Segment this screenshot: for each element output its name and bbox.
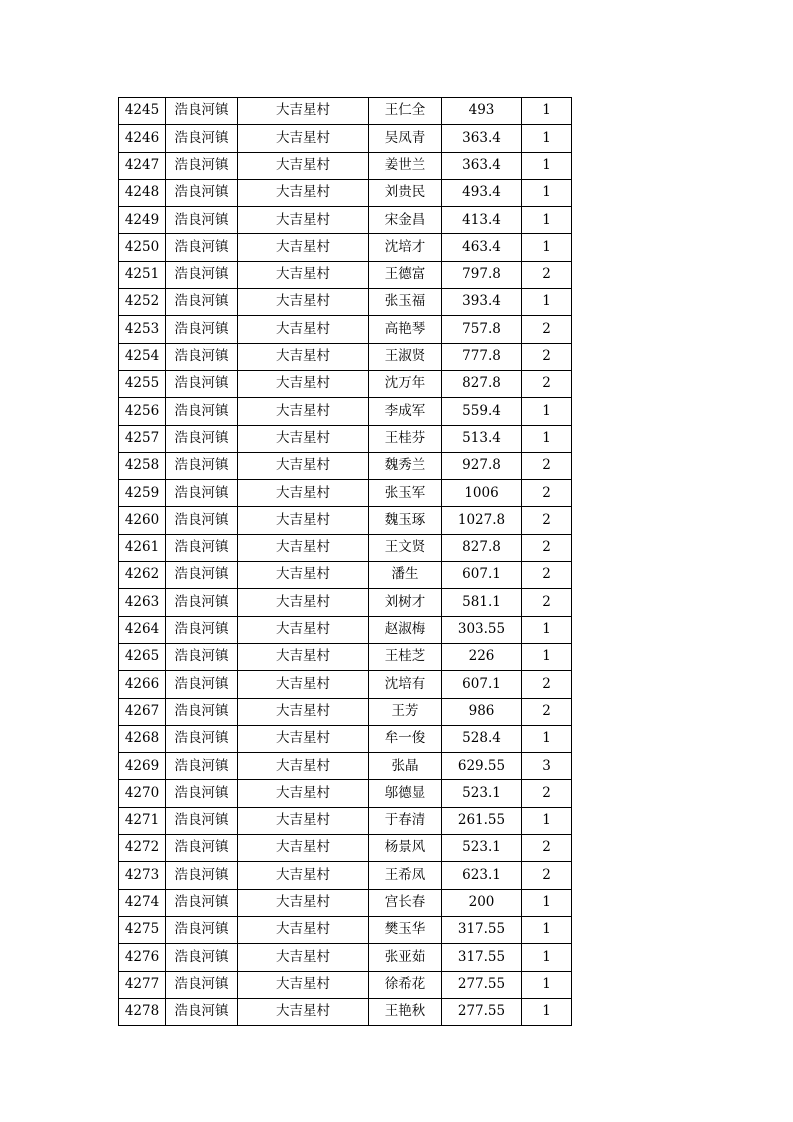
count-cell: 1 [522,125,572,152]
amount-cell: 607.1 [442,562,522,589]
village-cell: 大吉星村 [238,261,369,288]
amount-cell: 623.1 [442,862,522,889]
table-row [119,671,572,698]
row-number-cell: 4265 [119,643,166,670]
count-cell: 2 [522,862,572,889]
row-number-cell: 4254 [119,343,166,370]
table-row [119,698,572,725]
town-cell: 浩良河镇 [166,534,238,561]
count-cell: 2 [522,534,572,561]
village-cell: 大吉星村 [238,125,369,152]
table-row [119,343,572,370]
row-number-cell: 4269 [119,753,166,780]
amount-cell: 363.4 [442,125,522,152]
name-cell: 牟一俊 [369,725,442,752]
village-cell: 大吉星村 [238,589,369,616]
town-cell: 浩良河镇 [166,998,238,1025]
count-cell: 2 [522,507,572,534]
name-cell: 刘树才 [369,589,442,616]
town-cell: 浩良河镇 [166,944,238,971]
village-cell: 大吉星村 [238,889,369,916]
row-number-cell: 4268 [119,725,166,752]
name-cell: 刘贵民 [369,179,442,206]
count-cell: 2 [522,370,572,397]
table-body [119,98,572,1026]
row-number-cell: 4271 [119,807,166,834]
table-row [119,589,572,616]
table-row [119,807,572,834]
name-cell: 沈培才 [369,234,442,261]
table-row [119,234,572,261]
amount-cell: 363.4 [442,152,522,179]
table-row [119,125,572,152]
amount-cell: 513.4 [442,425,522,452]
town-cell: 浩良河镇 [166,780,238,807]
town-cell: 浩良河镇 [166,289,238,316]
town-cell: 浩良河镇 [166,562,238,589]
row-number-cell: 4264 [119,616,166,643]
village-cell: 大吉星村 [238,944,369,971]
village-cell: 大吉星村 [238,316,369,343]
count-cell: 1 [522,643,572,670]
row-number-cell: 4262 [119,562,166,589]
row-number-cell: 4273 [119,862,166,889]
table-row [119,862,572,889]
table-row [119,889,572,916]
table-row [119,289,572,316]
amount-cell: 463.4 [442,234,522,261]
village-cell: 大吉星村 [238,343,369,370]
village-cell: 大吉星村 [238,480,369,507]
town-cell: 浩良河镇 [166,507,238,534]
name-cell: 吴凤青 [369,125,442,152]
amount-cell: 581.1 [442,589,522,616]
town-cell: 浩良河镇 [166,152,238,179]
table-row [119,562,572,589]
count-cell: 1 [522,889,572,916]
count-cell: 1 [522,289,572,316]
data-table [118,97,572,1026]
name-cell: 潘生 [369,562,442,589]
row-number-cell: 4245 [119,98,166,125]
table-row [119,179,572,206]
amount-cell: 493.4 [442,179,522,206]
table-row [119,643,572,670]
count-cell: 2 [522,589,572,616]
row-number-cell: 4258 [119,452,166,479]
village-cell: 大吉星村 [238,98,369,125]
row-number-cell: 4277 [119,971,166,998]
name-cell: 张玉军 [369,480,442,507]
row-number-cell: 4248 [119,179,166,206]
amount-cell: 1027.8 [442,507,522,534]
table-row [119,452,572,479]
name-cell: 王艳秋 [369,998,442,1025]
row-number-cell: 4263 [119,589,166,616]
row-number-cell: 4267 [119,698,166,725]
row-number-cell: 4260 [119,507,166,534]
amount-cell: 827.8 [442,370,522,397]
name-cell: 张亚茹 [369,944,442,971]
town-cell: 浩良河镇 [166,698,238,725]
amount-cell: 493 [442,98,522,125]
village-cell: 大吉星村 [238,671,369,698]
table-row [119,261,572,288]
row-number-cell: 4253 [119,316,166,343]
count-cell: 1 [522,152,572,179]
table-row [119,725,572,752]
table-row [119,507,572,534]
amount-cell: 827.8 [442,534,522,561]
count-cell: 2 [522,780,572,807]
name-cell: 王德富 [369,261,442,288]
count-cell: 1 [522,944,572,971]
town-cell: 浩良河镇 [166,398,238,425]
town-cell: 浩良河镇 [166,425,238,452]
town-cell: 浩良河镇 [166,98,238,125]
name-cell: 王桂芝 [369,643,442,670]
name-cell: 王希凤 [369,862,442,889]
name-cell: 张玉福 [369,289,442,316]
count-cell: 1 [522,207,572,234]
town-cell: 浩良河镇 [166,261,238,288]
name-cell: 赵淑梅 [369,616,442,643]
row-number-cell: 4276 [119,944,166,971]
table-row [119,98,572,125]
town-cell: 浩良河镇 [166,370,238,397]
amount-cell: 757.8 [442,316,522,343]
town-cell: 浩良河镇 [166,971,238,998]
table-row [119,616,572,643]
village-cell: 大吉星村 [238,835,369,862]
name-cell: 沈万年 [369,370,442,397]
town-cell: 浩良河镇 [166,889,238,916]
town-cell: 浩良河镇 [166,643,238,670]
amount-cell: 777.8 [442,343,522,370]
amount-cell: 277.55 [442,998,522,1025]
amount-cell: 797.8 [442,261,522,288]
table-row [119,152,572,179]
row-number-cell: 4247 [119,152,166,179]
count-cell: 2 [522,452,572,479]
name-cell: 樊玉华 [369,916,442,943]
name-cell: 宫长春 [369,889,442,916]
row-number-cell: 4249 [119,207,166,234]
row-number-cell: 4252 [119,289,166,316]
amount-cell: 528.4 [442,725,522,752]
town-cell: 浩良河镇 [166,179,238,206]
name-cell: 王淑贤 [369,343,442,370]
town-cell: 浩良河镇 [166,452,238,479]
town-cell: 浩良河镇 [166,316,238,343]
count-cell: 1 [522,807,572,834]
town-cell: 浩良河镇 [166,753,238,780]
table-row [119,398,572,425]
village-cell: 大吉星村 [238,234,369,261]
count-cell: 2 [522,261,572,288]
row-number-cell: 4270 [119,780,166,807]
count-cell: 1 [522,998,572,1025]
village-cell: 大吉星村 [238,289,369,316]
town-cell: 浩良河镇 [166,671,238,698]
row-number-cell: 4251 [119,261,166,288]
count-cell: 2 [522,698,572,725]
name-cell: 于春清 [369,807,442,834]
town-cell: 浩良河镇 [166,589,238,616]
count-cell: 1 [522,179,572,206]
village-cell: 大吉星村 [238,452,369,479]
name-cell: 王芳 [369,698,442,725]
row-number-cell: 4257 [119,425,166,452]
name-cell: 王文贤 [369,534,442,561]
table-row [119,944,572,971]
village-cell: 大吉星村 [238,753,369,780]
village-cell: 大吉星村 [238,425,369,452]
amount-cell: 200 [442,889,522,916]
village-cell: 大吉星村 [238,971,369,998]
count-cell: 1 [522,616,572,643]
row-number-cell: 4275 [119,916,166,943]
town-cell: 浩良河镇 [166,807,238,834]
table-row [119,316,572,343]
amount-cell: 277.55 [442,971,522,998]
village-cell: 大吉星村 [238,179,369,206]
count-cell: 1 [522,425,572,452]
amount-cell: 261.55 [442,807,522,834]
town-cell: 浩良河镇 [166,207,238,234]
count-cell: 2 [522,562,572,589]
name-cell: 杨景风 [369,835,442,862]
row-number-cell: 4261 [119,534,166,561]
village-cell: 大吉星村 [238,534,369,561]
row-number-cell: 4256 [119,398,166,425]
table-row [119,916,572,943]
amount-cell: 523.1 [442,780,522,807]
amount-cell: 1006 [442,480,522,507]
row-number-cell: 4246 [119,125,166,152]
count-cell: 2 [522,316,572,343]
village-cell: 大吉星村 [238,507,369,534]
village-cell: 大吉星村 [238,807,369,834]
name-cell: 徐希花 [369,971,442,998]
row-number-cell: 4274 [119,889,166,916]
amount-cell: 927.8 [442,452,522,479]
town-cell: 浩良河镇 [166,862,238,889]
village-cell: 大吉星村 [238,562,369,589]
village-cell: 大吉星村 [238,370,369,397]
table-row [119,480,572,507]
name-cell: 沈培有 [369,671,442,698]
amount-cell: 607.1 [442,671,522,698]
table-row [119,425,572,452]
town-cell: 浩良河镇 [166,916,238,943]
table-row [119,998,572,1025]
town-cell: 浩良河镇 [166,835,238,862]
name-cell: 王仁全 [369,98,442,125]
table-row [119,971,572,998]
name-cell: 张晶 [369,753,442,780]
town-cell: 浩良河镇 [166,125,238,152]
town-cell: 浩良河镇 [166,725,238,752]
name-cell: 姜世兰 [369,152,442,179]
village-cell: 大吉星村 [238,152,369,179]
table-row [119,835,572,862]
name-cell: 宋金昌 [369,207,442,234]
amount-cell: 226 [442,643,522,670]
town-cell: 浩良河镇 [166,343,238,370]
table-row [119,534,572,561]
count-cell: 1 [522,234,572,261]
row-number-cell: 4272 [119,835,166,862]
village-cell: 大吉星村 [238,780,369,807]
row-number-cell: 4255 [119,370,166,397]
table-row [119,780,572,807]
name-cell: 邬德显 [369,780,442,807]
village-cell: 大吉星村 [238,207,369,234]
village-cell: 大吉星村 [238,643,369,670]
count-cell: 2 [522,671,572,698]
count-cell: 1 [522,725,572,752]
count-cell: 3 [522,753,572,780]
village-cell: 大吉星村 [238,916,369,943]
name-cell: 高艳琴 [369,316,442,343]
amount-cell: 629.55 [442,753,522,780]
village-cell: 大吉星村 [238,725,369,752]
amount-cell: 413.4 [442,207,522,234]
amount-cell: 317.55 [442,944,522,971]
table-row [119,370,572,397]
name-cell: 李成军 [369,398,442,425]
amount-cell: 317.55 [442,916,522,943]
village-cell: 大吉星村 [238,698,369,725]
count-cell: 1 [522,971,572,998]
village-cell: 大吉星村 [238,998,369,1025]
row-number-cell: 4250 [119,234,166,261]
town-cell: 浩良河镇 [166,480,238,507]
table-row [119,207,572,234]
town-cell: 浩良河镇 [166,234,238,261]
count-cell: 2 [522,835,572,862]
amount-cell: 393.4 [442,289,522,316]
name-cell: 魏秀兰 [369,452,442,479]
row-number-cell: 4259 [119,480,166,507]
count-cell: 1 [522,98,572,125]
amount-cell: 303.55 [442,616,522,643]
amount-cell: 559.4 [442,398,522,425]
village-cell: 大吉星村 [238,862,369,889]
count-cell: 2 [522,343,572,370]
count-cell: 1 [522,916,572,943]
table-row [119,753,572,780]
town-cell: 浩良河镇 [166,616,238,643]
amount-cell: 986 [442,698,522,725]
name-cell: 魏玉琢 [369,507,442,534]
amount-cell: 523.1 [442,835,522,862]
village-cell: 大吉星村 [238,616,369,643]
count-cell: 1 [522,398,572,425]
name-cell: 王桂芬 [369,425,442,452]
row-number-cell: 4278 [119,998,166,1025]
village-cell: 大吉星村 [238,398,369,425]
row-number-cell: 4266 [119,671,166,698]
count-cell: 2 [522,480,572,507]
